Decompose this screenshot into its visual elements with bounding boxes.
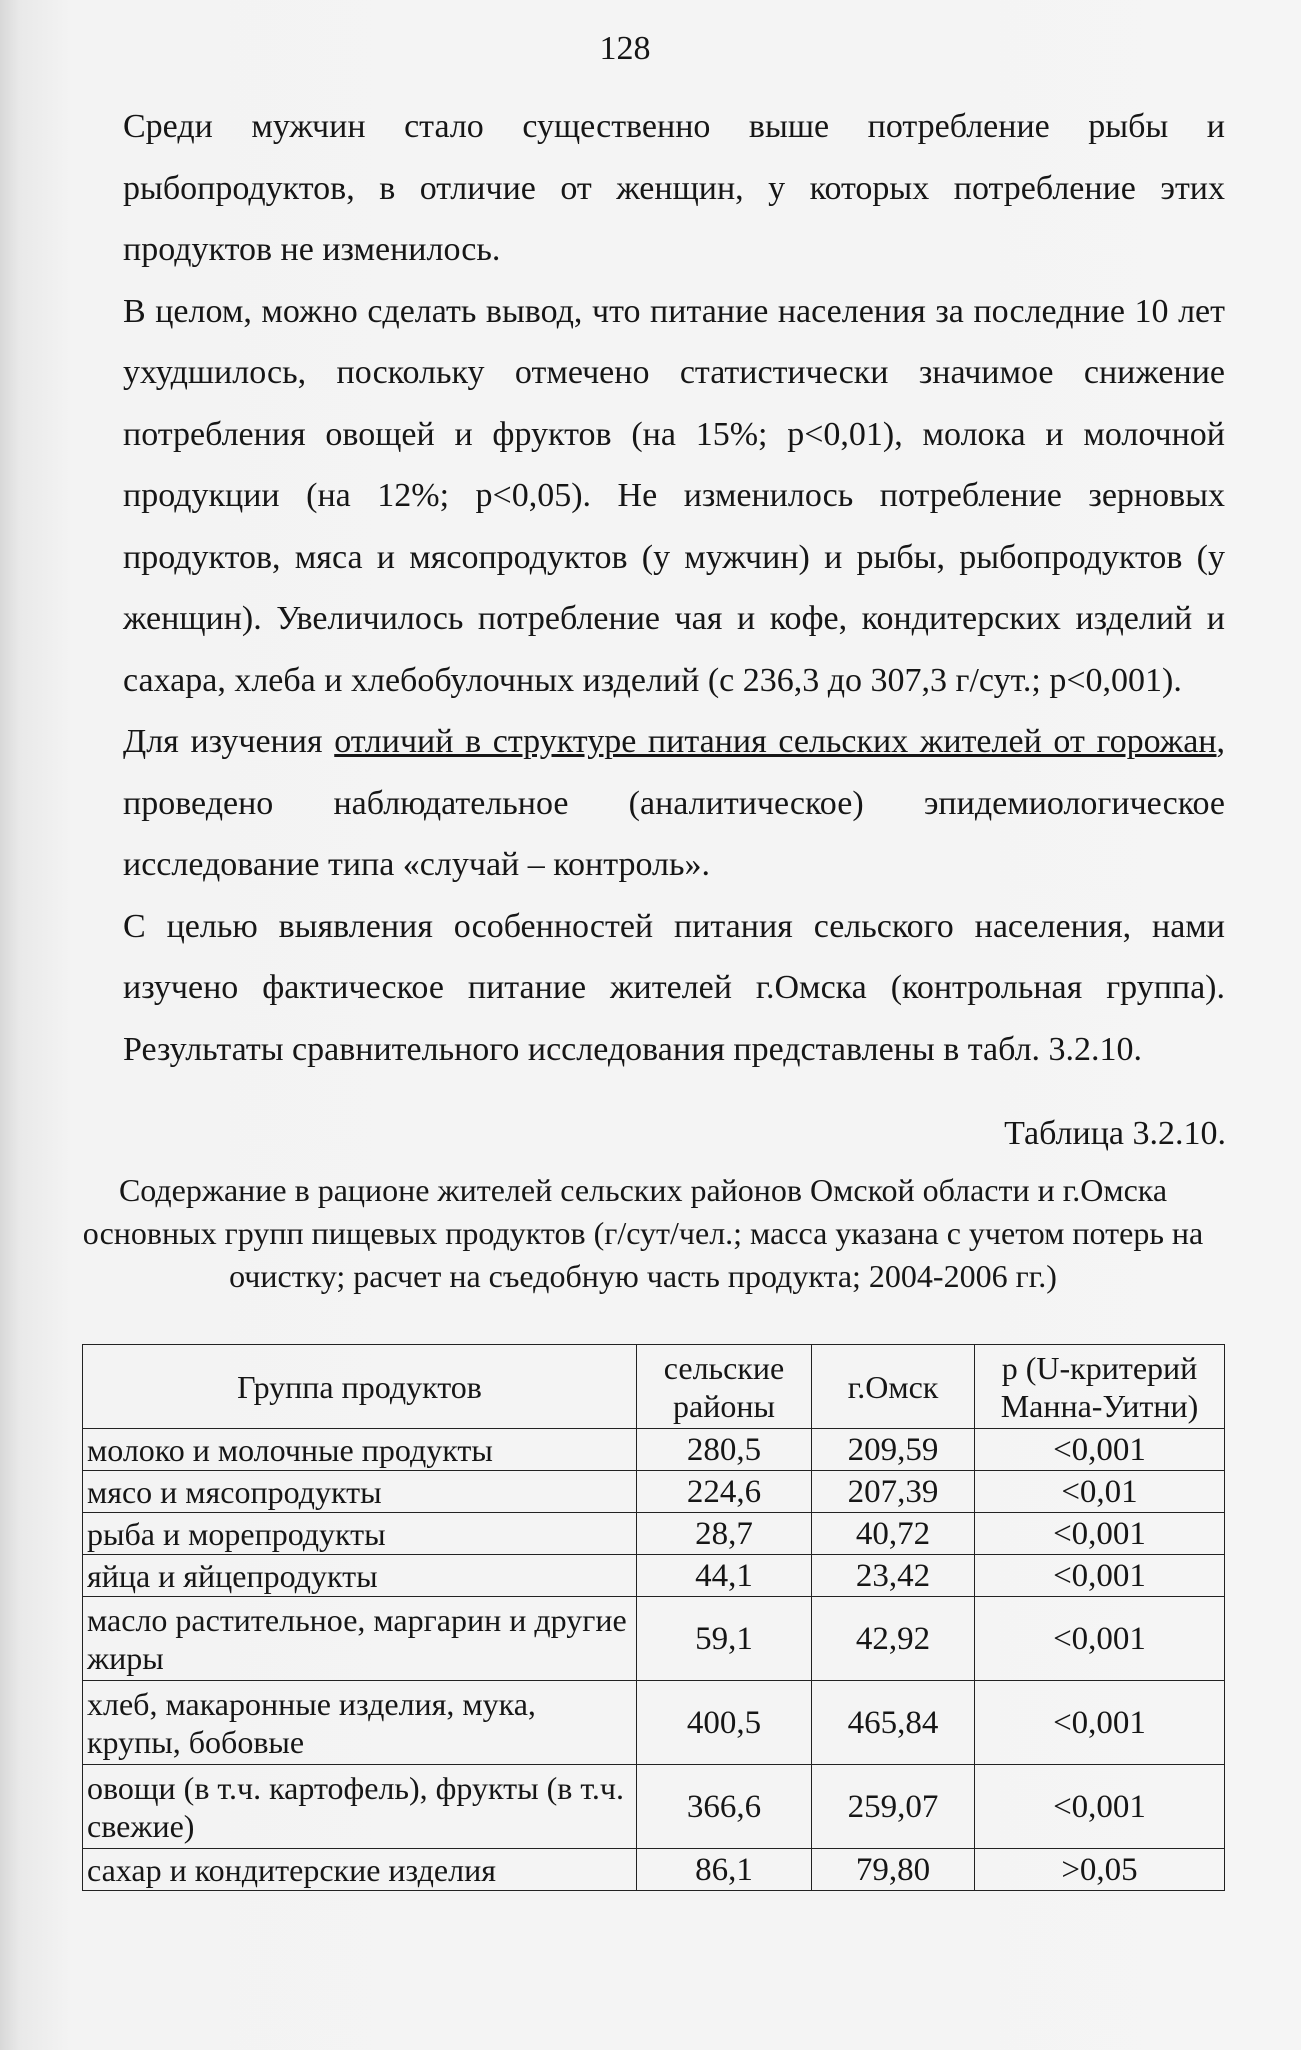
cell-p: <0,001 <box>975 1681 1225 1765</box>
table-row <box>83 1513 1225 1555</box>
cell-group: масло растительное, маргарин и другие жиры <box>83 1597 637 1681</box>
table-number: Таблица 3.2.10. <box>1004 1115 1226 1152</box>
cell-rural: 366,6 <box>637 1765 812 1849</box>
cell-rural: 224,6 <box>637 1471 812 1513</box>
cell-omsk: 465,84 <box>812 1681 975 1765</box>
cell-p: <0,001 <box>975 1765 1225 1849</box>
cell-p: >0,05 <box>975 1849 1225 1891</box>
cell-group: сахар и кондитерские изделия <box>83 1849 637 1891</box>
cell-omsk: 259,07 <box>812 1765 975 1849</box>
cell-group: молоко и молочные продукты <box>83 1429 637 1471</box>
paragraph-3-rest: , проведено наблюдательное (аналитическое) эпидемиологическое исследование типа «случай – контроль». <box>123 723 1225 883</box>
header-p: p (U-критерий Манна-Уитни) <box>975 1345 1225 1429</box>
cell-group: хлеб, макаронные изделия, мука, крупы, бобовые <box>83 1681 637 1765</box>
header-omsk: г.Омск <box>812 1345 975 1429</box>
cell-p: <0,001 <box>975 1555 1225 1597</box>
cell-rural: 28,7 <box>637 1513 812 1555</box>
paragraph-3-underlined: отличий в структуре питания сельских жителей от горожан <box>334 723 1217 760</box>
table-caption: Содержание в рационе жителей сельских районов Омской области и г.Омска основных групп пищевых продуктов (г/сут/чел.; масса указана с учетом потерь на очистку; расчет на съедобную часть продукта; 2004-2006 гг.) <box>82 1172 1204 1294</box>
table-row <box>83 1597 1225 1681</box>
table-row <box>83 1429 1225 1471</box>
paragraph-4: С целью выявления особенностей питания сельского населения, нами изучено фактическое питание жителей г.Омска (контрольная группа). Результаты сравнительного исследования представлены в табл. 3.2.10. <box>123 907 1225 1068</box>
paragraph-2: В целом, можно сделать вывод, что питание населения за последние 10 лет ухудшилось, поскольку отмечено статистически значимое снижение потребления овощей и фруктов (на 15%; p<0,01), молока и молочной продукции (на 12%; p<0,05). Не изменилось потребление зерновых продуктов, мяса и мясопродуктов (у мужчин) и рыбы, рыбопродуктов (у женщин). Увеличилось потребление чая и кофе, кондитерских изделий и сахара, хлеба и хлебобулочных изделий (с 236,3 до 307,3 г/сут.; p<0,001). <box>123 292 1225 699</box>
cell-omsk: 207,39 <box>812 1471 975 1513</box>
paragraph-3 <box>123 711 1225 896</box>
cell-rural: 59,1 <box>637 1597 812 1681</box>
header-group: Группа продуктов <box>83 1345 637 1429</box>
paragraph-1: Среди мужчин стало существенно выше потребление рыбы и рыбопродуктов, в отличие от женщин, у которых потребление этих продуктов не изменилось. <box>123 108 1225 268</box>
cell-omsk: 79,80 <box>812 1849 975 1891</box>
cell-p: <0,001 <box>975 1597 1225 1681</box>
cell-rural: 280,5 <box>637 1429 812 1471</box>
food-groups-table <box>82 1344 1225 1891</box>
cell-p: <0,001 <box>975 1429 1225 1471</box>
cell-group: мясо и мясопродукты <box>83 1471 637 1513</box>
cell-omsk: 209,59 <box>812 1429 975 1471</box>
paragraph-3-lead: Для изучения <box>123 723 335 760</box>
page-number: 128 <box>599 30 651 67</box>
cell-p: <0,001 <box>975 1513 1225 1555</box>
cell-rural: 44,1 <box>637 1555 812 1597</box>
table-row <box>83 1555 1225 1597</box>
cell-omsk: 42,92 <box>812 1597 975 1681</box>
cell-p: <0,01 <box>975 1471 1225 1513</box>
cell-group: рыба и морепродукты <box>83 1513 637 1555</box>
table-row <box>83 1849 1225 1891</box>
table-row <box>83 1681 1225 1765</box>
cell-omsk: 23,42 <box>812 1555 975 1597</box>
table-caption-block <box>60 1112 1226 1298</box>
cell-rural: 86,1 <box>637 1849 812 1891</box>
table-row <box>83 1471 1225 1513</box>
header-rural: сельские районы <box>637 1345 812 1429</box>
cell-rural: 400,5 <box>637 1681 812 1765</box>
table-header-row <box>83 1345 1225 1429</box>
cell-group: овощи (в т.ч. картофель), фрукты (в т.ч. свежие) <box>83 1765 637 1849</box>
cell-group: яйца и яйцепродукты <box>83 1555 637 1597</box>
table-row <box>83 1765 1225 1849</box>
cell-omsk: 40,72 <box>812 1513 975 1555</box>
body-text <box>123 96 1225 1080</box>
